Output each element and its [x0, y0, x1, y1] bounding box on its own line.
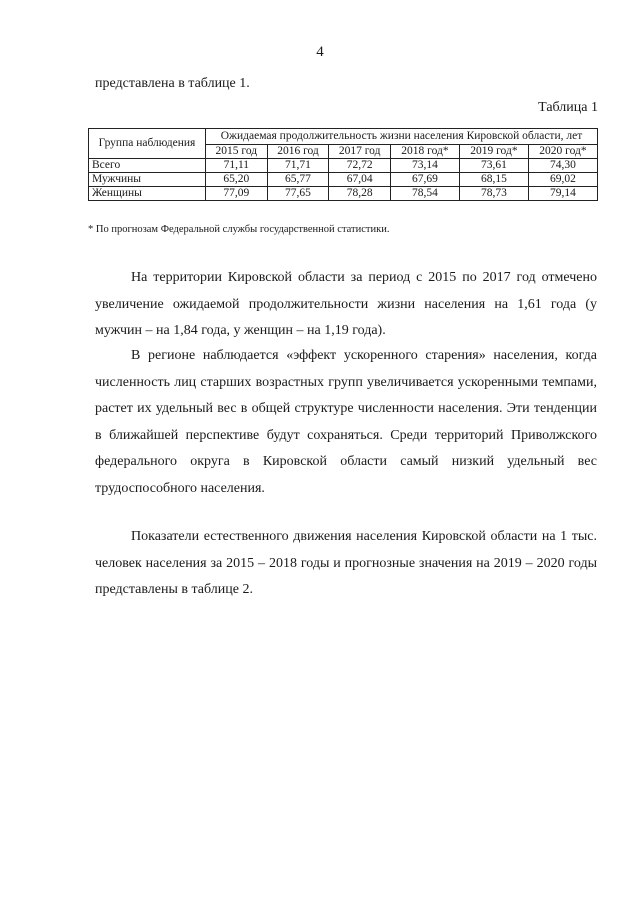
year-header: 2016 год: [267, 145, 329, 159]
table-header-row: [89, 129, 598, 145]
life-expectancy-table: [88, 128, 598, 201]
table-row: [89, 187, 598, 201]
row-label: Мужчины: [89, 173, 206, 187]
table-cell: 65,20: [206, 173, 268, 187]
table-cell: 69,02: [528, 173, 597, 187]
table-cell: 71,11: [206, 159, 268, 173]
table-cell: 74,30: [528, 159, 597, 173]
intro-text: представлена в таблице 1.: [95, 76, 250, 91]
page-number: 4: [316, 44, 324, 60]
year-header: 2020 год*: [528, 145, 597, 159]
table-cell: 78,54: [390, 187, 459, 201]
year-header: 2019 год*: [459, 145, 528, 159]
table-cell: 65,77: [267, 173, 329, 187]
span-header: Ожидаемая продолжительность жизни населения Кировской области, лет: [206, 129, 598, 145]
table-caption: Таблица 1: [538, 100, 598, 115]
table-cell: 73,61: [459, 159, 528, 173]
table-cell: 67,69: [390, 173, 459, 187]
paragraph-aging: В регионе наблюдается «эффект ускоренного старения» населения, когда численность лиц старших возрастных групп увеличивается ускоренными темпами, растет их удельный вес в общей структуре численности населения. Эти тенденции в ближайшей перспективе будут сохраняться. Среди территорий Приволжского федерального округа в Кировской области самый низкий удельный вес трудоспособного населения.: [95, 348, 597, 496]
year-header: 2015 год: [206, 145, 268, 159]
row-label: Женщины: [89, 187, 206, 201]
paragraph-life-expectancy: На территории Кировской области за период с 2015 по 2017 год отмечено увеличение ожидаемой продолжительности жизни населения на 1,61 года (у мужчин – на 1,84 года, у женщин – на 1,19 года).: [95, 270, 597, 338]
row-label: Всего: [89, 159, 206, 173]
year-header: 2018 год*: [390, 145, 459, 159]
table-cell: 77,65: [267, 187, 329, 201]
table-cell: 71,71: [267, 159, 329, 173]
table-cell: 77,09: [206, 187, 268, 201]
table-cell: 72,72: [329, 159, 391, 173]
table-cell: 79,14: [528, 187, 597, 201]
table-cell: 68,15: [459, 173, 528, 187]
table-cell: 78,73: [459, 187, 528, 201]
paragraph-natural-movement: Показатели естественного движения населения Кировской области на 1 тыс. человек населения за 2015 – 2018 годы и прогнозные значения на 2019 – 2020 годы представлены в таблице 2.: [95, 529, 597, 597]
table-cell: 73,14: [390, 159, 459, 173]
table-footnote: * По прогнозам Федеральной службы государственной статистики.: [88, 224, 390, 235]
table-row: [89, 159, 598, 173]
table-cell: 67,04: [329, 173, 391, 187]
year-header: 2017 год: [329, 145, 391, 159]
group-header: Группа наблюдения: [89, 129, 206, 159]
table-cell: 78,28: [329, 187, 391, 201]
table-row: [89, 173, 598, 187]
